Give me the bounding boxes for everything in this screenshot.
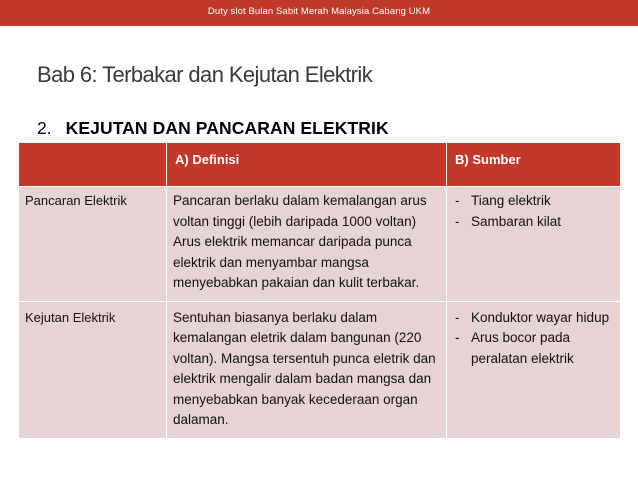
table-row	[19, 301, 621, 438]
source-item: - Arus bocor pada peralatan elektrik	[453, 328, 614, 369]
source-item: - Tiang elektrik	[453, 191, 614, 212]
column-header-blank	[19, 143, 167, 187]
source-cell	[447, 187, 621, 302]
banner-text: Duty slot Bulan Sabit Merah Malaysia Cabang UKM	[207, 6, 431, 17]
row-label: Kejutan Elektrik	[19, 301, 167, 438]
section-number: 2.	[37, 118, 52, 138]
source-item: - Konduktor wayar hidup	[453, 308, 614, 329]
source-list	[453, 308, 614, 370]
slide-bottom-edge	[18, 466, 620, 479]
definition-cell: Pancaran berlaku dalam kemalangan arus voltan tinggi (lebih daripada 1000 voltan) Arus elektrik memancar daripada punca elektrik dan menyambar mangsa menyebabkan pakaian dan kulit terbakar.	[167, 187, 447, 302]
definition-cell: Sentuhan biasanya berlaku dalam kemalangan eletrik dalam bangunan (220 voltan). Mangsa tersentuh punca eletrik dan elektrik mengalir dalam badan mangsa dan menyebabkan banyak kecederaan organ dalaman.	[167, 301, 447, 438]
table-header-row	[19, 143, 621, 187]
source-item: - Sambaran kilat	[453, 212, 614, 233]
column-header-source: B) Sumber	[447, 143, 621, 187]
source-list	[453, 191, 614, 232]
row-label: Pancaran Elektrik	[19, 187, 167, 302]
source-cell	[447, 301, 621, 438]
table-row	[19, 187, 621, 302]
comparison-table	[18, 142, 621, 439]
section-heading	[37, 118, 389, 139]
column-header-definition: A) Definisi	[167, 143, 447, 187]
section-title: KEJUTAN DAN PANCARAN ELEKTRIK	[65, 118, 389, 138]
slide-title: Bab 6: Terbakar dan Kejutan Elektrik	[37, 62, 373, 87]
top-banner	[0, 0, 638, 26]
